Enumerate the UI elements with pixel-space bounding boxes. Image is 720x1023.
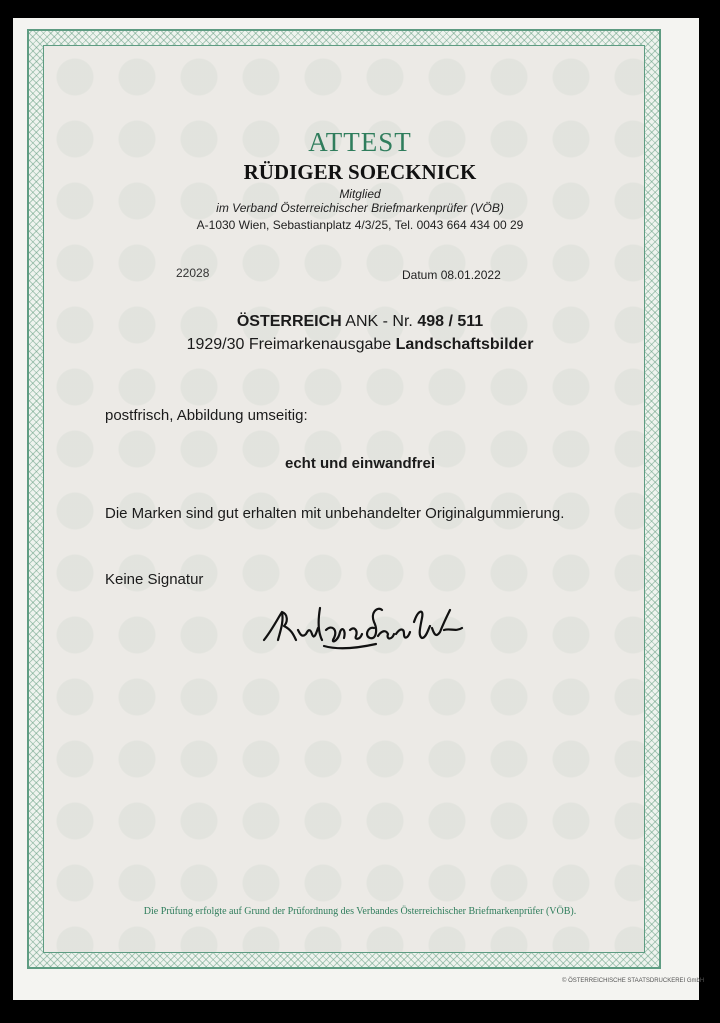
date-label: Datum xyxy=(402,268,438,282)
issue-prefix: 1929/30 Freimarkenausgabe xyxy=(186,336,392,353)
examiner-name: RÜDIGER SOECKNICK xyxy=(243,160,477,184)
certificate-date xyxy=(402,268,501,282)
date-value: 08.01.2022 xyxy=(440,268,501,282)
attest-heading: ATTEST xyxy=(308,127,412,157)
association-name: im Verband Österreichischer Briefmarkenprüfer (VÖB) xyxy=(216,201,504,215)
issue-description xyxy=(0,336,720,354)
verdict-text: echt und einwandfrei xyxy=(284,455,435,472)
state-text: Die Marken sind gut erhalten mit unbehandelter Originalgummierung. xyxy=(105,505,565,522)
legal-footer: Die Prüfung erfolgte auf Grund der Prüfordnung des Verbandes Österreichischer Briefmarkenprüfer (VÖB). xyxy=(143,906,577,917)
certificate-number: 22028 xyxy=(176,266,210,280)
stamp-identification xyxy=(0,313,720,331)
catalog-label: ANK - Nr. xyxy=(345,313,413,330)
country: ÖSTERREICH xyxy=(236,313,342,330)
condition-text: postfrisch, Abbildung umseitig: xyxy=(105,407,308,424)
handwritten-signature xyxy=(258,600,468,655)
signature-note: Keine Signatur xyxy=(105,571,204,588)
issue-name: Landschaftsbilder xyxy=(395,336,534,353)
printer-credit: © ÖSTERREICHISCHE STAATSDRUCKEREI GmbH xyxy=(562,978,705,984)
examiner-address: A-1030 Wien, Sebastianplatz 4/3/25, Tel. 0043 664 434 00 29 xyxy=(196,218,524,232)
membership-label: Mitglied xyxy=(339,187,381,201)
catalog-number: 498 / 511 xyxy=(417,313,484,330)
